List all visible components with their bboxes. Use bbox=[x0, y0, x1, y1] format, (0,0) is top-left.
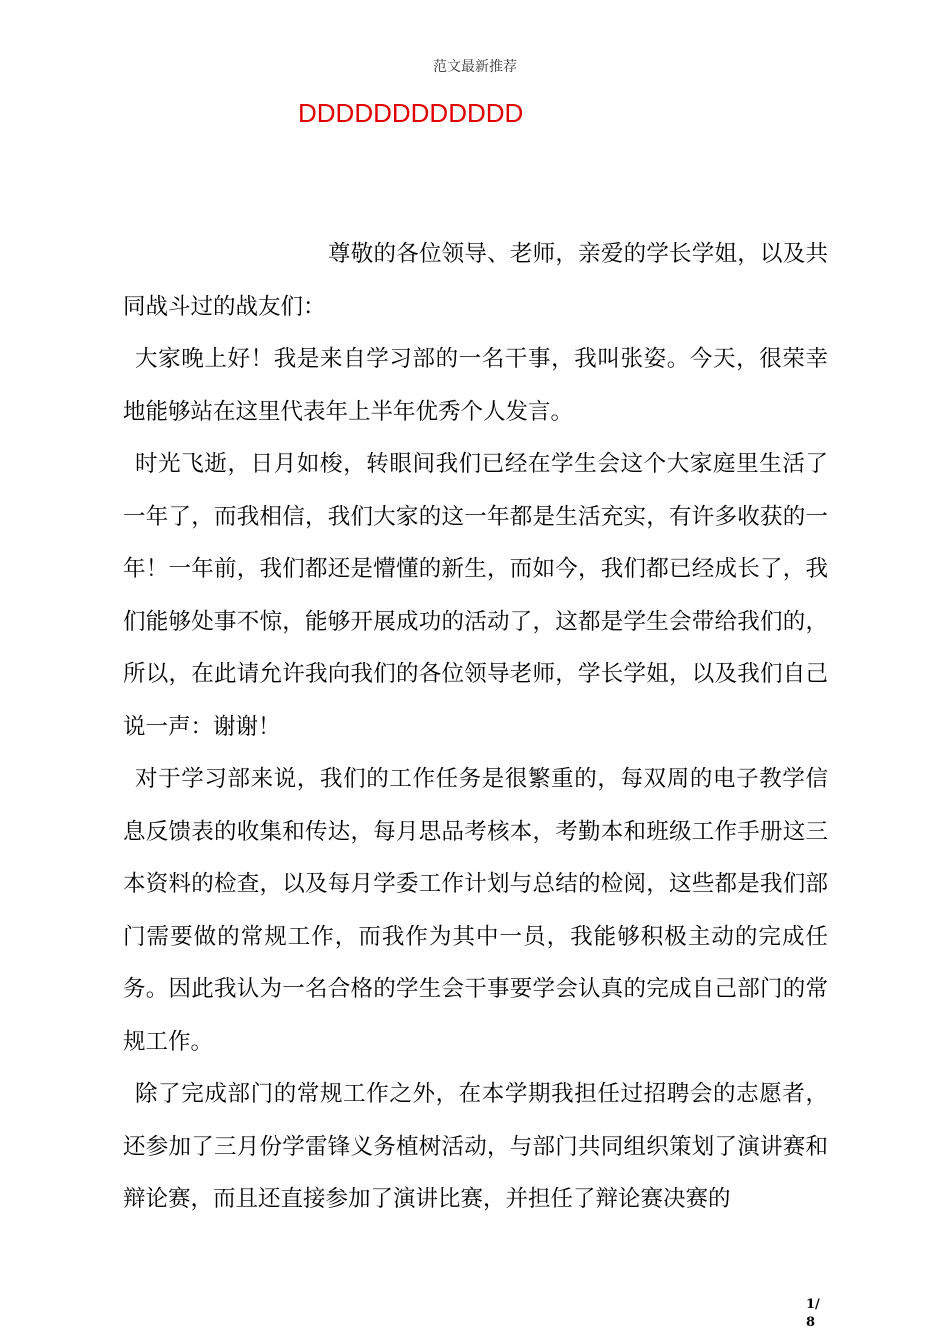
document-title: DDDDDDDDDDDD bbox=[298, 98, 524, 128]
body-paragraph: 时光飞逝，日月如梭，转眼间我们已经在学生会这个大家庭里生活了一年了，而我相信，我们大家的这一年都是生活充实，有许多收获的一年！一年前，我们都还是懵懂的新生，而如今，我们都已经成长了，我们能够处事不惊，能够开展成功的活动了，这都是学生会带给我们的，所以，在此请允许我向我们的各位领导老师，学长学姐，以及我们自己说一声：谢谢！ bbox=[123, 451, 828, 740]
salutation-paragraph: 尊敬的各位领导、老师，亲爱的学长学姐，以及共同战斗过的战友们： bbox=[123, 241, 828, 320]
page-number-total: 8 bbox=[806, 1315, 816, 1330]
body-paragraph: 除了完成部门的常规工作之外，在本学期我担任过招聘会的志愿者，还参加了三月份学雷锋义务植树活动，与部门共同组织策划了演讲赛和辩论赛，而且还直接参加了演讲比赛，并担任了辩论赛决赛的 bbox=[123, 1081, 828, 1212]
body-paragraph: 大家晚上好！我是来自学习部的一名干事，我叫张姿。今天，很荣幸地能够站在这里代表年上半年优秀个人发言。 bbox=[123, 346, 828, 425]
document-body bbox=[123, 228, 828, 1226]
page-number bbox=[806, 1296, 826, 1332]
page-header: 范文最新推荐 bbox=[433, 59, 517, 75]
body-paragraph: 对于学习部来说，我们的工作任务是很繁重的，每双周的电子教学信息反馈表的收集和传达，每月思品考核本，考勤本和班级工作手册这三本资料的检查，以及每月学委工作计划与总结的检阅，这些都是我们部门需要做的常规工作，而我作为其中一员，我能够积极主动的完成任务。因此我认为一名合格的学生会干事要学会认真的完成自己部门的常规工作。 bbox=[123, 766, 828, 1055]
page-number-current: 1/ bbox=[806, 1297, 820, 1312]
